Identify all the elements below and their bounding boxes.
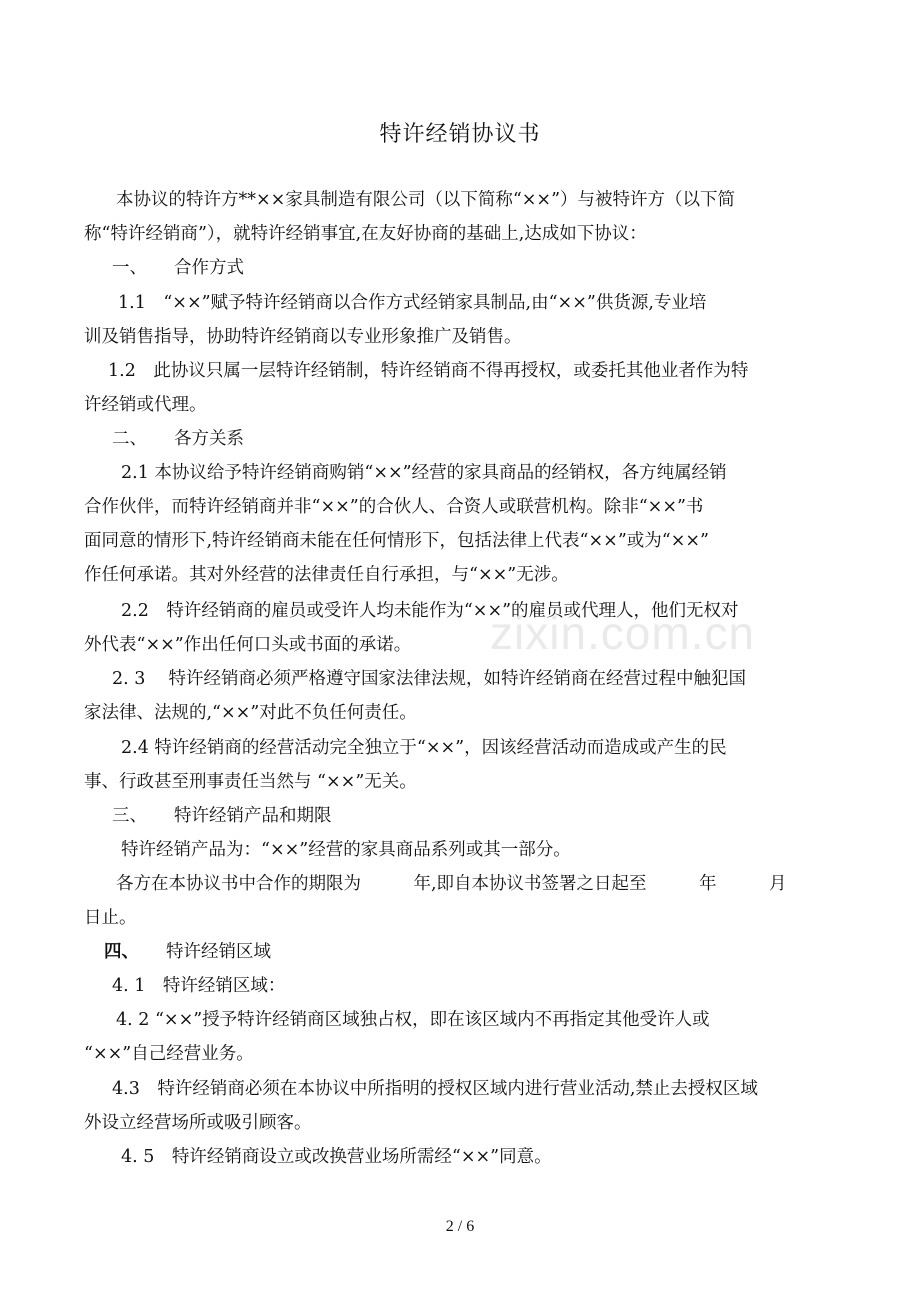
intro-line-2: 称“特许经销商”），就特许经销事宜,在友好协商的基础上,达成如下协议： <box>84 224 647 244</box>
section-number: 二、 <box>112 429 147 449</box>
section-number: 一、 <box>112 258 147 278</box>
clause-2-3-line-1: 2. 3 特许经销商必须严格遵守国家法律法规，如特许经销商在经营过程中触犯国 <box>112 669 746 689</box>
clause-2-1-line-3: 面同意的情形下,特许经销商未能在任何情形下，包括法律上代表“××”或为“××” <box>84 531 709 551</box>
intro-line-1: 本协议的特许方**××家具制造有限公司（以下简称“××”）与被特许方（以下简 <box>116 190 736 210</box>
section-heading-4 <box>104 935 856 969</box>
product-line: 特许经销产品为：“××”经营的家具商品系列或其一部分。 <box>121 840 571 860</box>
section-title: 合作方式 <box>174 258 244 278</box>
term-line-1: 各方在本协议书中合作的期限为 年,即自本协议书签署之日起至 年 月 <box>116 874 787 894</box>
clause-4-3-line-2: 外设立经营场所或吸引顾客。 <box>84 1113 312 1133</box>
section-title: 特许经销区域 <box>166 942 271 962</box>
watermark: zixin.com.cn <box>490 607 756 659</box>
clause-2-4-line-1: 2.4 特许经销商的经营活动完全独立于“××”，因该经营活动而造成或产生的民 <box>121 738 727 758</box>
clause-2-2-line-2: 外代表“××”作出任何口头或书面的承诺。 <box>84 635 412 655</box>
section-title: 各方关系 <box>174 429 244 449</box>
clause-4-2-line-1: 4. 2 “××”授予特许经销商区域独占权，即在该区域内不再指定其他受许人或 <box>116 1010 710 1030</box>
section-heading-2 <box>112 422 864 456</box>
section-number: 四、 <box>104 942 139 962</box>
clause-1-1-line-2: 训及销售指导，协助特许经销商以专业形象推广及销售。 <box>84 327 522 347</box>
clause-2-2-line-1: 2.2 特许经销商的雇员或受许人均未能作为“××”的雇员或代理人，他们无权对 <box>121 601 739 621</box>
clause-4-2-line-2: “××”自己经营业务。 <box>84 1044 254 1064</box>
page-number: 2 / 6 <box>445 1218 475 1235</box>
term-line-2: 日止。 <box>84 908 137 928</box>
clause-4-1: 4. 1 特许经销区域： <box>112 976 286 996</box>
clause-2-1-line-1: 2.1 本协议给予特许经销商购销“××”经营的家具商品的经销权，各方纯属经销 <box>121 463 727 483</box>
clause-1-2-line-1: 1.2 此协议只属一层特许经销制，特许经销商不得再授权，或委托其他业者作为特 <box>108 361 749 381</box>
section-number: 三、 <box>112 806 147 826</box>
section-heading-3 <box>112 799 864 833</box>
clause-2-1-line-4: 作任何承诺。其对外经营的法律责任自行承担，与“××”无涉。 <box>84 565 569 585</box>
clause-2-3-line-2: 家法律、法规的,“××”对此不负任何责任。 <box>84 703 417 723</box>
section-title: 特许经销产品和期限 <box>174 806 332 826</box>
clause-2-1-line-2: 合作伙伴，而特许经销商并非“××”的合伙人、合资人或联营机构。除非“××”书 <box>84 497 704 517</box>
clause-4-5: 4. 5 特许经销商设立或改换营业场所需经“××”同意。 <box>121 1147 552 1167</box>
clause-4-3-line-1: 4.3 特许经销商必须在本协议中所指明的授权区域内进行营业活动,禁止去授权区域 <box>112 1079 758 1099</box>
clause-1-1-line-1: 1.1 “××”赋予特许经销商以合作方式经销家具制品,由“××”供货源,专业培 <box>118 293 707 313</box>
clause-2-4-line-2: 事、行政甚至刑事责任当然与 “××”无关。 <box>84 772 417 792</box>
document-title: 特许经销协议书 <box>379 122 541 147</box>
section-heading-1 <box>112 251 864 285</box>
clause-1-2-line-2: 许经销或代理。 <box>84 395 207 415</box>
